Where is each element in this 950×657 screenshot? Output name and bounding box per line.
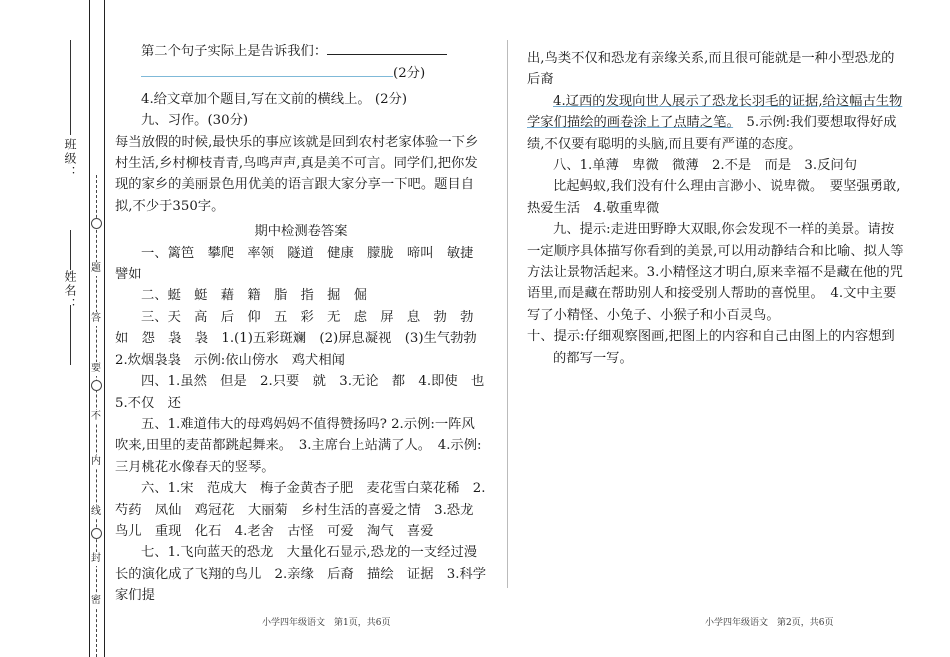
seal-circle-icon: [91, 380, 102, 391]
answer-item: 六、1.宋 范成大 梅子金黄杏子肥 麦花雪白菜花稀 2.芍药 凤仙 鸡冠花 大丽菊 乡村生活的喜爱之情 3.恐龙 鸟儿 重现 化石 4.老舍 古怪 可爱 淘气 喜爱: [115, 481, 487, 539]
column-divider: [507, 40, 508, 588]
question-text: 第二个句子实际上是告诉我们：: [141, 44, 328, 59]
answer-blank: [327, 40, 447, 55]
seal-char: 不: [91, 411, 101, 422]
page-footer-right: 小学四年级语文 第2页，共6页: [705, 618, 834, 628]
essay-prompt: 每当放假的时候,最快乐的事应该就是回到农村老家体验一下乡村生活,乡村柳枝青青,鸟鸣声声,真是美不可言。同学们,把你发现的家乡的美丽景色用优美的语言跟大家分享一下吧。题目自拟,不少于350字。: [115, 134, 479, 214]
question-line: [115, 40, 487, 62]
binding-line-right: [104, 0, 105, 657]
answer-item: 四、1.虽然 但是 2.只要 就 3.无论 都 4.即使 也 5.不仅 还: [115, 374, 498, 411]
seal-char: 密: [91, 595, 101, 606]
seal-char: 答: [91, 313, 101, 324]
page-footer-left: 小学四年级语文 第1页，共6页: [262, 618, 391, 628]
answer-item: 比起蚂蚁,我们没有什么理由言渺小、说卑微。 要坚强勇敢,热爱生活 4.敬重卑微: [527, 179, 901, 216]
name-label: 姓名：: [63, 270, 77, 312]
class-blank: [70, 40, 71, 135]
answer-item: 十、提示:仔细观察图画,把图上的内容和自己由图上的内容想到的都写一写。: [527, 329, 895, 366]
section-heading: 九、习作。(30分): [141, 113, 249, 129]
answer-title: 期中检测卷答案: [254, 224, 348, 240]
right-column: [527, 48, 907, 369]
answer-item: [527, 91, 907, 155]
answer-item: 八、1.单薄 卑微 微薄 2.不是 而是 3.反问句: [553, 158, 857, 174]
answer-item: 九、提示:走进田野睁大双眼,你会发现不一样的美景。请按一定顺序具体描写你看到的美景,可以用动静结合和比喻、拟人等方法让景物活起来。3.小精怪这才明白,原来幸福不是藏在他的咒语里,而是藏在帮助别人和接受别人帮助的喜悦里。 4.文中主要写了小精怪、小兔子、小猴子和小百灵鸟。: [527, 222, 904, 323]
answer-item: 三、天 高 后 仰 五 彩 无 虑 屏 息 勃 勃 如 怨 袅 袅 1.(1)五彩斑斓 (2)屏息凝视 (3)生气勃勃 2.炊烟袅袅 示例:依山傍水 鸡犬相闻: [115, 309, 491, 368]
answer-item: 五、1.难道伟大的母鸡妈妈不值得赞扬吗? 2.示例:一阵风吹来,田里的麦苗都跳起舞来。 3.主席台上站满了人。 4.示例:三月桃花水像春天的竖琴。: [115, 416, 482, 475]
binding-margin: [0, 0, 110, 657]
left-column: [115, 40, 498, 607]
highlighted-answer: 4.辽西的发现向世人展示了恐龙长羽毛的证据,给这幅古生物学家们描绘的画卷涂上了点睛之笔。: [527, 93, 903, 131]
seal-char: 内: [91, 456, 101, 467]
score-text: (2分): [393, 66, 426, 82]
seal-char: 题: [91, 263, 101, 274]
class-label: 班级：: [63, 138, 77, 180]
answer-item: 七、1.飞向蓝天的恐龙 大量化石显示,恐龙的一支经过漫长的演化成了飞翔的鸟儿 2.亲缘 后裔 描绘 证据 3.科学家们提: [115, 545, 487, 604]
answer-item: 出,鸟类不仅和恐龙有亲缘关系,而且很可能就是一种小型恐龙的后裔: [527, 51, 895, 88]
answer-item: 一、篱笆 攀爬 率领 隧道 健康 朦胧 啼叫 敏捷 譬如: [115, 245, 487, 283]
name-blank-bottom: [70, 305, 71, 365]
seal-circle-icon: [91, 218, 102, 229]
seal-char: 线: [91, 506, 101, 517]
answer-item: 二、蜓 蜓 藉 籍 脂 指 掘 倔: [141, 288, 368, 304]
question-line: 4.给文章加个题目,写在文前的横线上。 (2分): [141, 91, 408, 107]
answer-blank: [141, 62, 393, 77]
seal-char: 要: [91, 363, 101, 374]
seal-circle-icon: [91, 528, 102, 539]
name-blank-top: [70, 230, 71, 270]
seal-char: 封: [91, 553, 101, 564]
question-line: [115, 62, 487, 84]
answer-text: 5.示例:我们要想取得好成绩,不仅要有聪明的头脑,而且要有严谨的态度。: [527, 115, 897, 152]
